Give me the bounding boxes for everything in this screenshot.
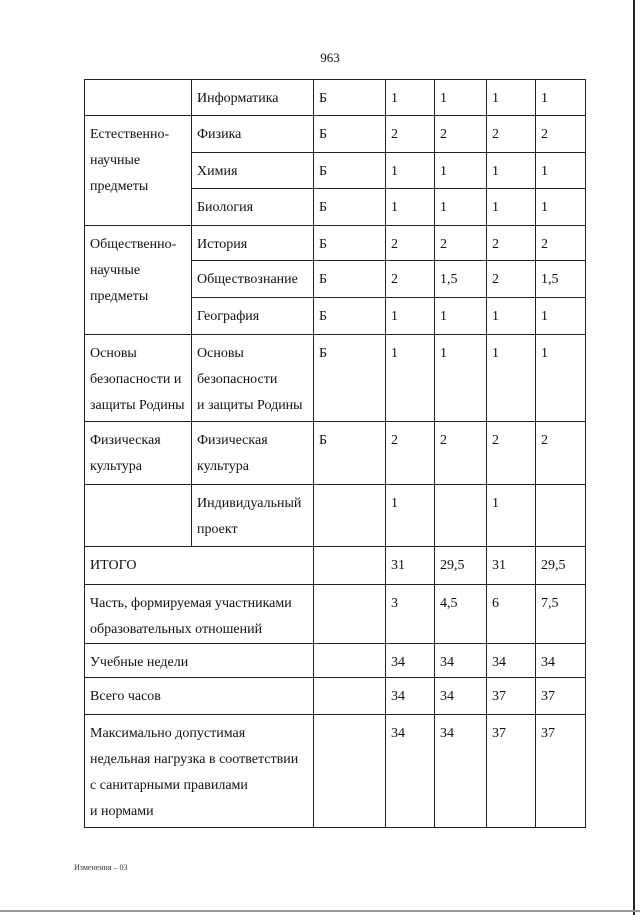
value-cell: 2 <box>487 116 536 153</box>
value-cell: 29,5 <box>536 547 586 585</box>
value-cell: 2 <box>536 116 586 153</box>
value-cell: 1 <box>435 189 487 226</box>
weeks-label: Учебные недели <box>85 644 314 678</box>
subject-cell: Информатика <box>192 80 314 116</box>
value-cell: 2 <box>386 261 435 298</box>
value-cell: 34 <box>386 678 435 715</box>
value-cell: 1 <box>487 485 536 547</box>
value-cell: 29,5 <box>435 547 487 585</box>
subject-cell: История <box>192 226 314 261</box>
hours-label: Всего часов <box>85 678 314 715</box>
level-cell: Б <box>314 153 386 189</box>
page-edge-bottom <box>0 910 640 912</box>
table-row <box>85 485 586 547</box>
subject-cell: Физическая культура <box>192 422 314 485</box>
level-cell: Б <box>314 116 386 153</box>
value-cell: 1 <box>435 335 487 422</box>
value-cell: 34 <box>435 678 487 715</box>
value-cell: 1,5 <box>536 261 586 298</box>
value-cell: 2 <box>536 422 586 485</box>
value-cell <box>435 485 487 547</box>
footer-revision: Изменения – 03 <box>74 863 128 872</box>
value-cell: 34 <box>435 715 487 828</box>
value-cell: 2 <box>435 422 487 485</box>
table-row <box>85 80 586 116</box>
level-cell: Б <box>314 261 386 298</box>
level-cell-empty <box>314 585 386 644</box>
value-cell: 1 <box>435 153 487 189</box>
page-edge-right <box>633 0 635 915</box>
subject-cell: Физика <box>192 116 314 153</box>
value-cell: 37 <box>487 678 536 715</box>
subject-cell: Основы безопасности и защиты Родины <box>192 335 314 422</box>
value-cell: 2 <box>435 116 487 153</box>
level-cell-empty <box>314 715 386 828</box>
value-cell <box>536 485 586 547</box>
value-cell: 1 <box>536 189 586 226</box>
value-cell: 1 <box>536 80 586 116</box>
level-cell: Б <box>314 335 386 422</box>
table-row <box>85 715 586 828</box>
area-cell: Физическая культура <box>85 422 192 485</box>
value-cell: 1 <box>487 189 536 226</box>
level-cell: Б <box>314 80 386 116</box>
table-row <box>85 678 586 715</box>
value-cell: 34 <box>386 715 435 828</box>
level-cell: Б <box>314 189 386 226</box>
value-cell: 34 <box>435 644 487 678</box>
level-cell-empty <box>314 485 386 547</box>
value-cell: 1 <box>435 80 487 116</box>
value-cell: 1 <box>386 80 435 116</box>
value-cell: 1 <box>386 189 435 226</box>
value-cell: 1 <box>536 298 586 335</box>
total-label: ИТОГО <box>85 547 314 585</box>
value-cell: 37 <box>487 715 536 828</box>
curriculum-table <box>84 79 586 828</box>
value-cell: 1 <box>536 335 586 422</box>
subject-cell: Химия <box>192 153 314 189</box>
level-cell: Б <box>314 298 386 335</box>
subject-cell: Биология <box>192 189 314 226</box>
table-row <box>85 422 586 485</box>
value-cell: 37 <box>536 715 586 828</box>
value-cell: 2 <box>536 226 586 261</box>
value-cell: 31 <box>487 547 536 585</box>
max-load-label: Максимально допустимая недельная нагрузка в соответствии с санитарными правилами и нормами <box>85 715 314 828</box>
table-row <box>85 116 586 153</box>
area-cell: Общественно- научные предметы <box>85 226 192 335</box>
value-cell: 31 <box>386 547 435 585</box>
value-cell: 1 <box>386 335 435 422</box>
value-cell: 2 <box>487 226 536 261</box>
value-cell: 2 <box>487 422 536 485</box>
area-cell: Естественно- научные предметы <box>85 116 192 226</box>
value-cell: 34 <box>386 644 435 678</box>
value-cell: 1 <box>487 298 536 335</box>
table-row <box>85 335 586 422</box>
value-cell: 34 <box>487 644 536 678</box>
level-cell: Б <box>314 226 386 261</box>
area-cell-empty <box>85 485 192 547</box>
value-cell: 37 <box>536 678 586 715</box>
table-row <box>85 644 586 678</box>
value-cell: 2 <box>386 422 435 485</box>
value-cell: 1 <box>386 153 435 189</box>
value-cell: 1 <box>487 335 536 422</box>
value-cell: 1 <box>386 298 435 335</box>
value-cell: 1,5 <box>435 261 487 298</box>
value-cell: 1 <box>435 298 487 335</box>
area-cell-empty <box>85 80 192 116</box>
value-cell: 1 <box>487 153 536 189</box>
area-cell: Основы безопасности и защиты Родины <box>85 335 192 422</box>
level-cell-empty <box>314 547 386 585</box>
level-cell: Б <box>314 422 386 485</box>
value-cell: 1 <box>386 485 435 547</box>
subject-cell: География <box>192 298 314 335</box>
level-cell-empty <box>314 678 386 715</box>
subject-cell: Обществознание <box>192 261 314 298</box>
value-cell: 1 <box>536 153 586 189</box>
value-cell: 6 <box>487 585 536 644</box>
value-cell: 3 <box>386 585 435 644</box>
subject-cell: Индивидуальный проект <box>192 485 314 547</box>
level-cell-empty <box>314 644 386 678</box>
value-cell: 2 <box>487 261 536 298</box>
value-cell: 1 <box>487 80 536 116</box>
value-cell: 2 <box>435 226 487 261</box>
page-number: 963 <box>320 50 340 65</box>
value-cell: 34 <box>536 644 586 678</box>
table-row <box>85 226 586 261</box>
table-row <box>85 585 586 644</box>
value-cell: 4,5 <box>435 585 487 644</box>
part-label: Часть, формируемая участниками образовательных отношений <box>85 585 314 644</box>
value-cell: 7,5 <box>536 585 586 644</box>
value-cell: 2 <box>386 116 435 153</box>
value-cell: 2 <box>386 226 435 261</box>
table-row <box>85 547 586 585</box>
